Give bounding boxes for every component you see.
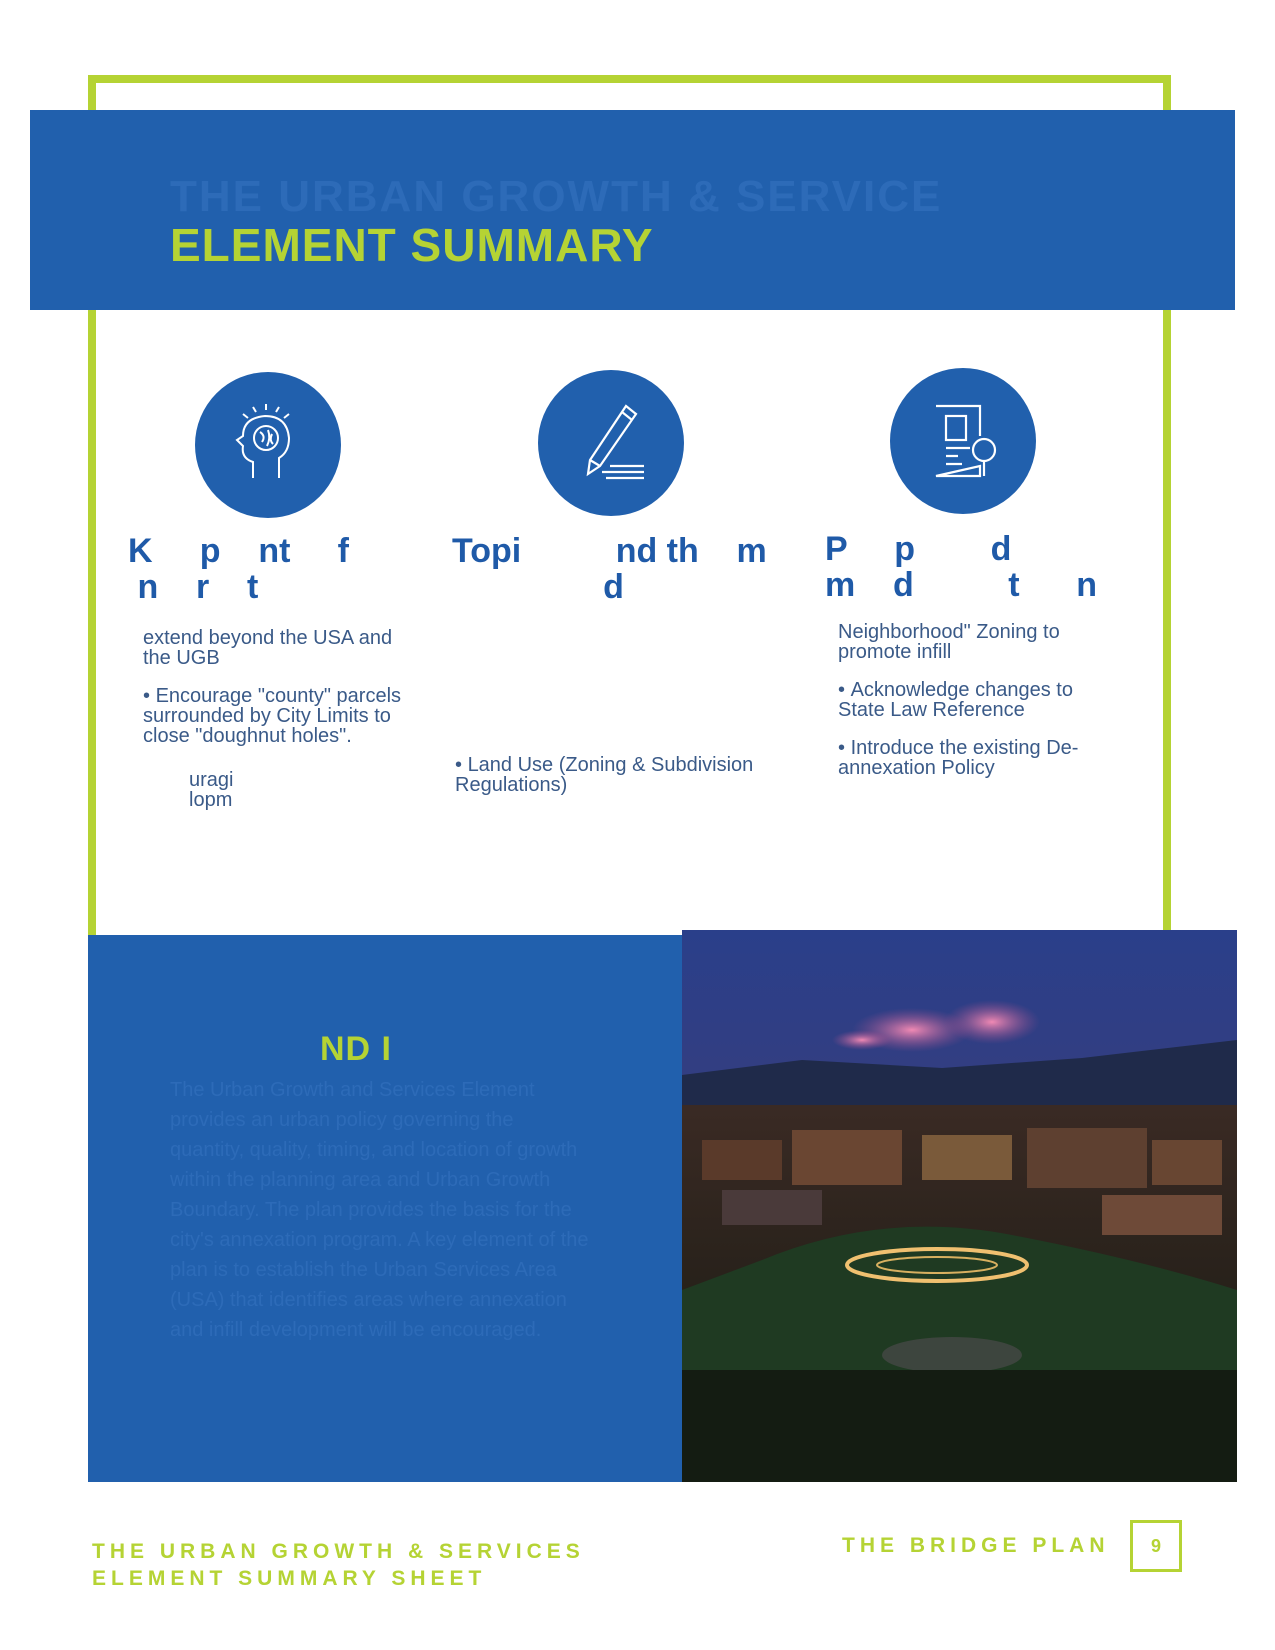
column-1-item-1: extend beyond the USA and the UGB <box>143 627 393 669</box>
footer-left-title <box>92 1538 585 1592</box>
column-3-heading: P p d m d t n <box>825 530 1098 604</box>
footer-left-line1: THE URBAN GROWTH & SERVICES <box>92 1540 585 1563</box>
footer-left-line2: ELEMENT SUMMARY SHEET <box>92 1567 487 1590</box>
column-1-item-3-line2: lopm <box>189 789 233 811</box>
column-2-text <box>455 755 775 813</box>
column-1-text <box>143 628 423 828</box>
brain-head-icon <box>195 372 341 518</box>
footer-plan-name: THE BRIDGE PLAN <box>842 1534 1110 1557</box>
column-3-item-1: Neighborhood" Zoning to promote infill <box>838 621 1060 663</box>
page-title-line1: THE URBAN GROWTH & SERVICE <box>170 172 943 221</box>
bottom-body-text: The Urban Growth and Services Element provides an urban policy governing the quantity, quality, timing, and location of growth within the planning area and Urban Growth Boundary. The plan provides the basis for the city's annexation program. A key element of the plan is to establish the Urban Services Area (USA) that identifies areas where annexation and infill development will be encouraged. <box>170 1079 589 1341</box>
column-3-item-2: • Acknowledge changes to State Law Reference <box>838 680 1108 720</box>
city-night-photo <box>682 930 1237 1482</box>
column-2-heading: Topi nd th m d <box>452 532 767 606</box>
column-1-item-2: • Encourage "county" parcels surrounded by City Limits to close "doughnut holes". <box>143 686 423 746</box>
page-number: 9 <box>1130 1520 1182 1572</box>
document-search-icon <box>890 368 1036 514</box>
column-1-item-3-line1: uragi <box>189 769 234 791</box>
column-1-item-3 <box>143 770 423 810</box>
column-3-item-3: • Introduce the existing De-annexation Policy <box>838 738 1108 778</box>
page-title-line2: ELEMENT SUMMARY <box>170 219 654 271</box>
column-3-text <box>838 622 1108 796</box>
column-2-item-1: • Land Use (Zoning & Subdivision Regulations) <box>455 755 775 795</box>
column-1-heading: K p nt f n r t <box>128 532 349 606</box>
pencil-icon <box>538 370 684 516</box>
bottom-heading: ND I <box>320 1030 392 1068</box>
